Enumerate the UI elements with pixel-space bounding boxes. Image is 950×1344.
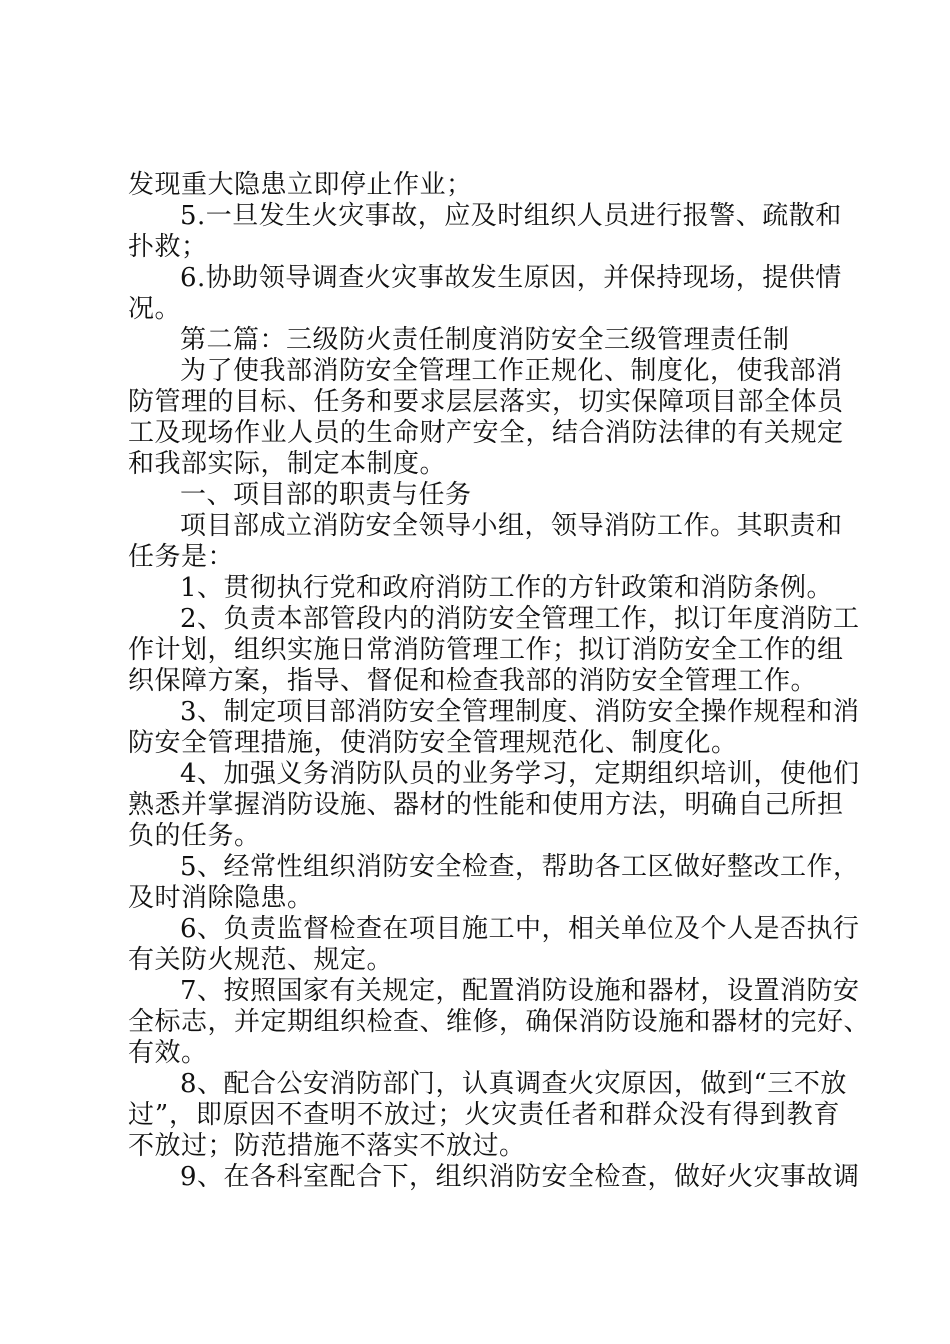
text-line: 扑救； [128,232,208,262]
text-line: 全标志，并定期组织检查、维修，确保消防设施和器材的完好、 [128,1007,871,1037]
list-item: 4、加强义务消防队员的业务学习，定期组织培训，使他们 [180,759,860,789]
text-line: 防管理的目标、任务和要求层层落实，切实保障项目部全体员 [128,387,844,417]
text-line: 和我部实际，制定本制度。 [128,449,447,479]
subsection-heading: 一、项目部的职责与任务 [180,480,472,510]
text-line: 项目部成立消防安全领导小组，领导消防工作。其职责和 [180,511,843,541]
text-line: 熟悉并掌握消防设施、器材的性能和使用方法，明确自己所担 [128,790,844,820]
text-line: 为了使我部消防安全管理工作正规化、制度化，使我部消 [180,356,843,386]
text-line: 6.协助领导调查火灾事故发生原因，并保持现场，提供情 [180,263,842,293]
list-item: 9、在各科室配合下，组织消防安全检查，做好火灾事故调 [180,1162,860,1192]
section-heading: 第二篇：三级防火责任制度消防安全三级管理责任制 [180,325,790,355]
text-line: 不放过；防范措施不落实不放过。 [128,1131,526,1161]
text-line: 有关防火规范、规定。 [128,945,394,975]
list-item: 1、贯彻执行党和政府消防工作的方针政策和消防条例。 [180,573,834,603]
list-item: 8、配合公安消防部门，认真调查火灾原因，做到“三不放 [180,1069,847,1099]
list-item: 7、按照国家有关规定，配置消防设施和器材，设置消防安 [180,976,860,1006]
text-line: 任务是： [128,542,235,572]
text-line: 过”，即原因不查明不放过；火灾责任者和群众没有得到教育 [128,1100,840,1130]
text-line: 负的任务。 [128,821,261,851]
text-line: 发现重大隐患立即停止作业； [128,170,473,200]
list-item: 6、负责监督检查在项目施工中，相关单位及个人是否执行 [180,914,860,944]
document-body [128,170,871,1193]
text-line: 工及现场作业人员的生命财产安全，结合消防法律的有关规定 [128,418,844,448]
list-item: 2、负责本部管段内的消防安全管理工作，拟订年度消防工 [180,604,860,634]
text-line: 织保障方案，指导、督促和检查我部的消防安全管理工作。 [128,666,818,696]
list-item: 5、经常性组织消防安全检查，帮助各工区做好整改工作， [180,852,860,882]
text-line: 况。 [128,294,182,324]
text-line: 5.一旦发生火灾事故，应及时组织人员进行报警、疏散和 [180,201,842,231]
text-line: 有效。 [128,1038,208,1068]
list-item: 3、制定项目部消防安全管理制度、消防安全操作规程和消 [180,697,860,727]
text-line: 作计划，组织实施日常消防管理工作；拟订消防安全工作的组 [128,635,844,665]
text-line: 及时消除隐患。 [128,883,314,913]
text-line: 防安全管理措施，使消防安全管理规范化、制度化。 [128,728,738,758]
